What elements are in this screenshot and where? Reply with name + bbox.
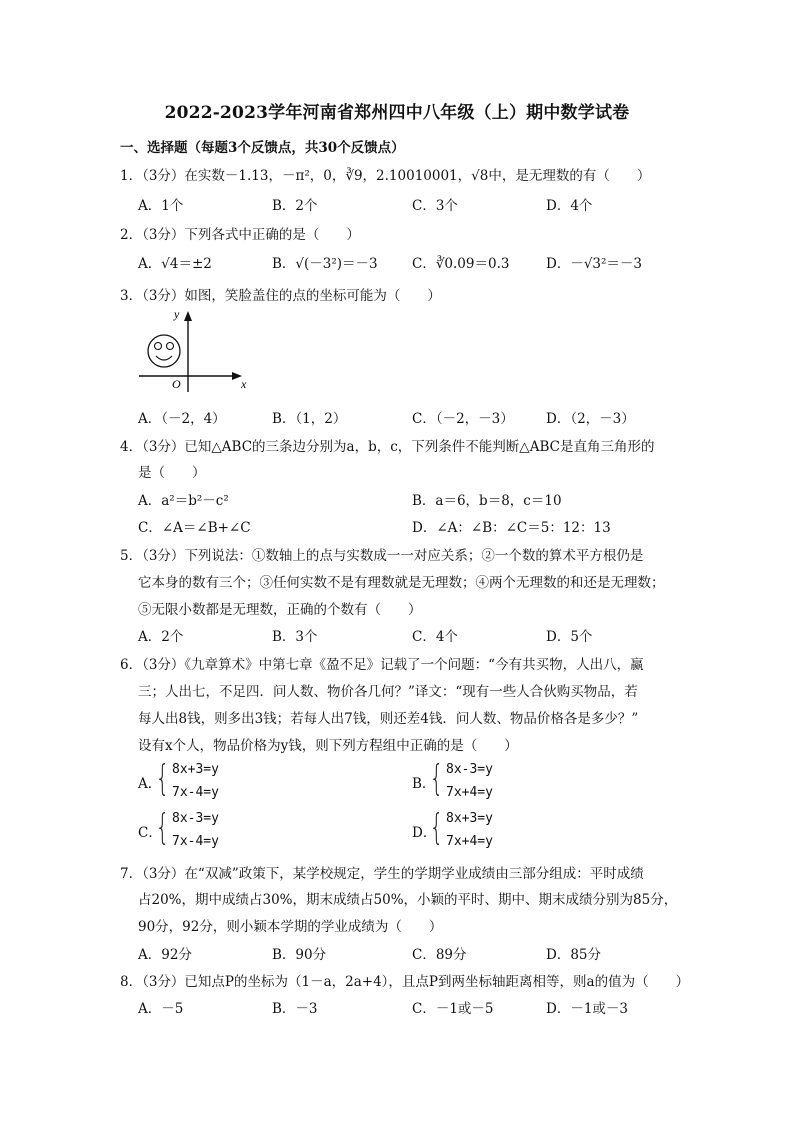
q4-option-a[interactable]: A．a²＝b²－c² bbox=[138, 493, 229, 509]
q6-option-a-label: A． bbox=[138, 776, 162, 792]
q3-coordinate-figure bbox=[134, 306, 254, 396]
q6-option-a-eq2: 7x-4=y bbox=[172, 785, 219, 800]
q6-option-b-eq1: 8x-3=y bbox=[446, 762, 493, 777]
q3-stem: 3．（3分）如图，笑脸盖住的点的坐标可能为（ ） bbox=[120, 288, 441, 304]
q1-option-d[interactable]: D．4个 bbox=[546, 198, 593, 214]
q6-option-c-eq2: 7x-4=y bbox=[172, 834, 219, 849]
q5-stem-cont2: ⑤无限小数都是无理数，正确的个数有（ ） bbox=[138, 602, 422, 618]
q7-stem-cont1: 占20%，期中成绩占30%，期末成绩占50%，小颖的平时、期中、期末成绩分别为85分， bbox=[138, 892, 678, 908]
q6-stem: 6．（3分）《九章算术》中第七章《盈不足》记载了一个问题：“今有共买物，人出八，赢 bbox=[120, 657, 644, 673]
q2-stem: 2．（3分）下列各式中正确的是（ ） bbox=[120, 227, 360, 243]
q7-stem-cont2: 90分，92分，则小颖本学期的学业成绩为（ ） bbox=[138, 919, 443, 935]
q6-option-c-eq1: 8x-3=y bbox=[172, 811, 219, 826]
q5-option-b[interactable]: B．3个 bbox=[272, 629, 318, 645]
q3-option-c[interactable]: C．（－2，－3） bbox=[412, 411, 514, 427]
q6-stem-cont3: 设有x个人，物品价格为y钱，则下列方程组中正确的是（ ） bbox=[138, 738, 518, 754]
q1-option-a[interactable]: A．1个 bbox=[138, 198, 184, 214]
smiley-face-icon bbox=[148, 335, 180, 367]
left-brace-icon: { bbox=[429, 758, 444, 799]
q7-option-b[interactable]: B．90分 bbox=[272, 947, 327, 963]
q6-stem-cont2: 每人出8钱，则多出3钱；若每人出7钱，则还差4钱．问人数、物品价格各是多少？” bbox=[138, 711, 639, 727]
q3-option-a[interactable]: A．（－2，4） bbox=[138, 411, 226, 427]
q6-option-d-label: D． bbox=[412, 825, 437, 841]
q6-option-d-eq1: 8x+3=y bbox=[446, 811, 493, 826]
left-brace-icon: { bbox=[155, 807, 170, 848]
q7-option-a[interactable]: A．92分 bbox=[138, 947, 192, 963]
origin-label: O bbox=[172, 377, 181, 391]
q5-stem: 5．（3分）下列说法：①数轴上的点与实数成一一对应关系；②一个数的算术平方根仍是 bbox=[120, 548, 644, 564]
q6-option-b-label: B． bbox=[412, 776, 436, 792]
q4-option-c[interactable]: C．∠A＝∠B+∠C bbox=[138, 520, 251, 536]
q8-option-a[interactable]: A．－5 bbox=[138, 1001, 184, 1017]
section-heading: 一、选择题（每题3个反馈点，共30个反馈点） bbox=[120, 140, 405, 156]
q8-option-c[interactable]: C．－1或－5 bbox=[412, 1001, 494, 1017]
q6-stem-cont1: 三；人出七，不足四．问人数、物价各几何？”译文：“现有一些人合伙购买物品，若 bbox=[138, 684, 638, 700]
q5-option-d[interactable]: D．5个 bbox=[546, 629, 593, 645]
x-axis-label: x bbox=[241, 377, 247, 391]
y-axis-arrow bbox=[184, 311, 192, 321]
q2-option-a[interactable]: A．√4＝±2 bbox=[138, 256, 212, 272]
q3-option-d[interactable]: D．（2，－3） bbox=[546, 411, 635, 427]
q6-option-a-eq1: 8x+3=y bbox=[172, 762, 219, 777]
q6-option-d-eq2: 7x+4=y bbox=[446, 834, 493, 849]
q5-option-c[interactable]: C．4个 bbox=[412, 629, 458, 645]
q6-option-b-eq2: 7x+4=y bbox=[446, 785, 493, 800]
q4-stem-cont: 是（ ） bbox=[138, 465, 206, 481]
q2-option-c[interactable]: C．∛0.09＝0.3 bbox=[412, 256, 510, 272]
q1-option-b[interactable]: B．2个 bbox=[272, 198, 318, 214]
q1-stem: 1．（3分）在实数－1.13，－π²，0，∛9，2.10010001，√8中，是无理数的有（ ） bbox=[120, 168, 651, 184]
y-axis-label: y bbox=[174, 307, 180, 321]
q5-stem-cont1: 它本身的数有三个；③任何实数不是有理数就是无理数；④两个无理数的和还是无理数； bbox=[138, 575, 665, 591]
q7-stem: 7．（3分）在“双减”政策下，某学校规定，学生的学期学业成绩由三部分组成：平时成绩 bbox=[120, 866, 644, 882]
q4-option-b[interactable]: B．a＝6，b＝8，c＝10 bbox=[412, 493, 562, 509]
q4-option-d[interactable]: D．∠A：∠B：∠C＝5：12：13 bbox=[412, 520, 611, 536]
q8-option-d[interactable]: D．－1或－3 bbox=[546, 1001, 629, 1017]
q2-option-d[interactable]: D．－√3²＝－3 bbox=[546, 256, 643, 272]
q5-option-a[interactable]: A．2个 bbox=[138, 629, 184, 645]
q8-stem: 8．（3分）已知点P的坐标为（1－a，2a+4），且点P到两坐标轴距离相等，则a的值为（ ） bbox=[120, 974, 690, 990]
q4-stem: 4．（3分）已知△ABC的三条边分别为a，b，c，下列条件不能判断△ABC是直角三角形的 bbox=[120, 439, 655, 455]
q7-option-c[interactable]: C．89分 bbox=[412, 947, 467, 963]
q8-option-b[interactable]: B．－3 bbox=[272, 1001, 318, 1017]
q7-option-d[interactable]: D．85分 bbox=[546, 947, 602, 963]
left-brace-icon: { bbox=[155, 758, 170, 799]
left-brace-icon: { bbox=[429, 807, 444, 848]
q3-option-b[interactable]: B．（1，2） bbox=[272, 411, 347, 427]
exam-title: 2022-2023学年河南省郑州四中八年级（上）期中数学试卷 bbox=[164, 103, 630, 123]
q2-option-b[interactable]: B．√(－3²)＝－3 bbox=[272, 256, 378, 272]
q6-option-c-label: C． bbox=[138, 825, 162, 841]
q1-option-c[interactable]: C．3个 bbox=[412, 198, 458, 214]
